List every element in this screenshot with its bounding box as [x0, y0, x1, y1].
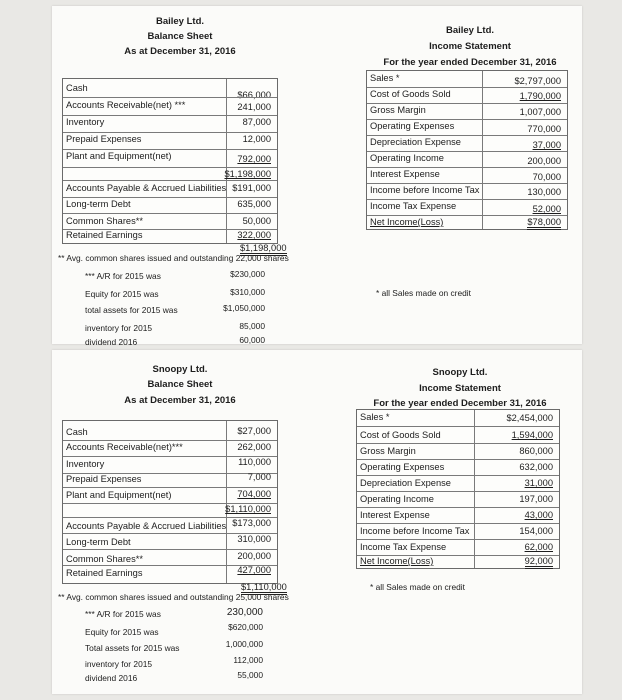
note-ar-value: 230,000	[226, 607, 263, 618]
note-ar-label: *** A/R for 2015 was	[85, 271, 161, 281]
snoopy-bs-company: Snoopy Ltd.	[152, 364, 208, 375]
table-row: $1,198,000	[240, 243, 287, 253]
row-divider	[63, 167, 277, 168]
row-divider	[367, 119, 567, 120]
bailey-is-company: Bailey Ltd.	[445, 25, 495, 36]
row-divider	[63, 149, 277, 150]
row-divider	[63, 197, 277, 198]
snoopy-balance-sheet: Cash $27,000 Accounts Receivable(net)*** 262,000 Inventory 110,000 Prepaid Expenses 7,000 Plant and Equipment(net) 704,000 $1,110,000 Accounts Payable & Accrued Liabilities $173,000 Long-term Debt 310,000 Common Shares** 200,000 Retained Earnings 427,000	[62, 420, 278, 584]
row-divider	[367, 87, 567, 88]
note-inventory-label: inventory for 2015	[85, 659, 153, 669]
row-divider	[63, 132, 277, 133]
bailey-bs-title: Balance Sheet	[147, 31, 213, 42]
row-divider	[367, 215, 567, 216]
snoopy-is-company: Snoopy Ltd.	[432, 367, 488, 378]
snoopy-is-title: Income Statement	[419, 383, 501, 394]
row-divider	[357, 426, 559, 427]
sales-note: * all Sales made on credit	[376, 288, 471, 298]
row-divider	[367, 151, 567, 152]
snoopy-is-period: For the year ended December 31, 2016	[373, 398, 547, 409]
snoopy-bs-title: Balance Sheet	[147, 379, 213, 390]
row-divider	[63, 213, 277, 214]
note-assets-value: 1,000,000	[225, 639, 263, 649]
row-divider	[367, 167, 567, 168]
row-divider	[63, 115, 277, 116]
bailey-bs-company: Bailey Ltd.	[155, 16, 205, 27]
note-ar-value: $230,000	[230, 269, 265, 279]
bailey-balance-sheet: Cash $66,000 Accounts Receivable(net) *** 241,000 Inventory 87,000 Prepaid Expenses 12,000 Plant and Equipment(net) 792,000 $1,198,000 Accounts Payable & Accrued Liabilities $191,000 Long-term Debt 635,000 Common Shares** 50,000 Retained Earnings 322,000	[62, 78, 278, 244]
row-divider	[367, 183, 567, 184]
note-assets-value: $1,050,000	[223, 303, 265, 313]
column-divider	[474, 410, 475, 568]
column-divider	[482, 71, 483, 229]
note-inventory-value: 112,000	[233, 655, 263, 665]
note-dividend-label: dividend 2016	[85, 337, 138, 347]
note-dividend-label: dividend 2016	[85, 673, 138, 683]
row-divider	[63, 97, 277, 98]
column-divider	[226, 421, 227, 583]
row-divider	[357, 443, 559, 444]
note-shares: ** Avg. common shares issued and outstanding 25,000 shares	[58, 592, 289, 602]
bailey-is-title: Income Statement	[429, 41, 511, 52]
note-assets-label: Total assets for 2015 was	[85, 643, 180, 653]
row-divider	[367, 135, 567, 136]
column-divider	[226, 79, 227, 243]
bailey-bs-date: As at December 31, 2016	[124, 46, 236, 57]
note-dividend-value: 55,000	[237, 670, 263, 680]
note-dividend-value: 60,000	[239, 335, 265, 345]
note-inventory-value: 85,000	[239, 321, 265, 331]
note-equity-label: Equity for 2015 was	[85, 627, 159, 637]
snoopy-income-statement: Sales * $2,454,000 Cost of Goods Sold 1,594,000 Gross Margin 860,000 Operating Expenses 632,000 Depreciation Expense 31,000 Operating Income 197,000 Interest Expense 43,000 Income before Income Tax 154,000 Income Tax Expense 62,000 Net Income(Loss) 92,000	[356, 409, 560, 569]
row-divider	[357, 539, 559, 540]
note-inventory-label: inventory for 2015	[85, 323, 153, 333]
note-equity-value: $620,000	[228, 622, 263, 632]
bailey-income-statement: Sales * $2,797,000 Cost of Goods Sold 1,790,000 Gross Margin 1,007,000 Operating Expenses 770,000 Depreciation Expense 37,000 Operating Income 200,000 Interest Expense 70,000 Income before Income Tax 130,000 Income Tax Expense 52,000 Net Income(Loss) $78,000	[366, 70, 568, 230]
row-divider	[367, 103, 567, 104]
note-ar-label: *** A/R for 2015 was	[85, 609, 161, 619]
row-divider	[357, 507, 559, 508]
note-shares: ** Avg. common shares issued and outstanding 22,000 shares	[58, 253, 289, 263]
row-divider	[357, 523, 559, 524]
row-divider	[63, 440, 277, 441]
row-divider	[357, 475, 559, 476]
row-divider	[357, 459, 559, 460]
sales-note: * all Sales made on credit	[370, 582, 465, 592]
row-divider	[63, 549, 277, 550]
note-equity-label: Equity for 2015 was	[85, 289, 159, 299]
row-divider	[357, 491, 559, 492]
bailey-is-period: For the year ended December 31, 2016	[383, 57, 557, 68]
note-assets-label: total assets for 2015 was	[85, 305, 178, 315]
snoopy-bs-date: As at December 31, 2016	[124, 395, 236, 406]
note-equity-value: $310,000	[230, 287, 265, 297]
row-divider	[367, 199, 567, 200]
table-row: $1,110,000	[241, 582, 287, 592]
row-divider	[63, 180, 277, 181]
row-divider	[63, 487, 277, 488]
